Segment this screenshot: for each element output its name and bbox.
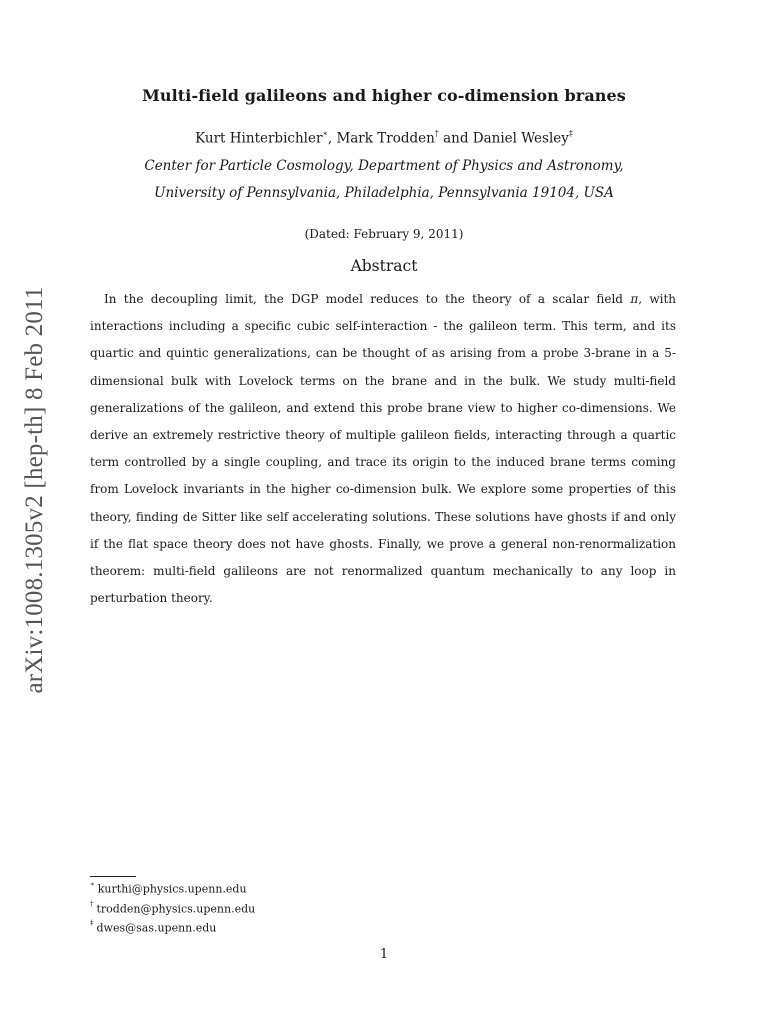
footnote-text: dwes@sas.upenn.edu: [96, 921, 217, 935]
footnotes: [90, 878, 255, 937]
footnote-email: [90, 878, 255, 898]
abstract-text: In the decoupling limit, the DGP model reduces to the theory of a scalar field: [104, 292, 631, 306]
paper-title: Multi-field galileons and higher co-dimension branes: [142, 86, 626, 105]
author-name: Kurt Hinterbichler: [195, 130, 323, 147]
footnote-email: [90, 898, 255, 918]
author-name: Mark Trodden: [336, 130, 435, 147]
author-footnote-mark: †: [434, 129, 439, 138]
author-separator: and: [438, 130, 473, 147]
pi-symbol: π: [630, 292, 639, 306]
affiliation-line: Center for Particle Cosmology, Department of Physics and Astronomy,: [144, 158, 624, 174]
abstract-heading: Abstract: [350, 257, 418, 275]
footnote-mark: †: [90, 899, 94, 908]
footnote-mark: ∗: [90, 880, 95, 888]
author-separator: ,: [327, 130, 337, 147]
author-footnote-mark: ∗: [322, 129, 328, 138]
abstract-text: , with interactions including a specific cubic self-interaction - the galileon term. This term, and its quartic and quintic generalizations, can be thought of as arising from a probe 3-brane in a 5-dimensional bulk with Lovelock terms on the brane and in the bulk. We study multi-field generalizations of the galileon, and extend this probe brane view to higher co-dimensions. We derive an extremely restrictive theory of multiple galileon fields, interacting through a quartic term controlled by a single coupling, and trace its origin to the induced brane terms coming from Lovelock invariants in the higher co-dimension bulk. We explore some properties of this theory, finding de Sitter like self accelerating solutions. These solutions have ghosts if and only if the flat space theory does not have ghosts. Finally, we prove a general non-renormalization theorem: multi-field galileons are not renormalized quantum mechanically to any loop in perturbation theory.: [90, 292, 676, 606]
dated-line: (Dated: February 9, 2011): [304, 227, 464, 241]
author-footnote-mark: ‡: [568, 129, 573, 138]
arxiv-side-stamp: arXiv:1008.1305v2 [hep-th] 8 Feb 2011: [21, 286, 48, 694]
author-name: Daniel Wesley: [472, 130, 569, 147]
footnote-text: trodden@physics.upenn.edu: [96, 902, 256, 916]
abstract-body: [90, 286, 676, 612]
affiliation-line: University of Pennsylvania, Philadelphia, Pennsylvania 19104, USA: [154, 185, 614, 201]
footnote-text: kurthi@physics.upenn.edu: [97, 882, 247, 896]
author-list: [0, 130, 768, 147]
footnote-divider: [90, 876, 136, 877]
page-number: 1: [379, 947, 389, 962]
footnote-email: [90, 917, 255, 937]
footnote-mark: ‡: [90, 919, 94, 928]
